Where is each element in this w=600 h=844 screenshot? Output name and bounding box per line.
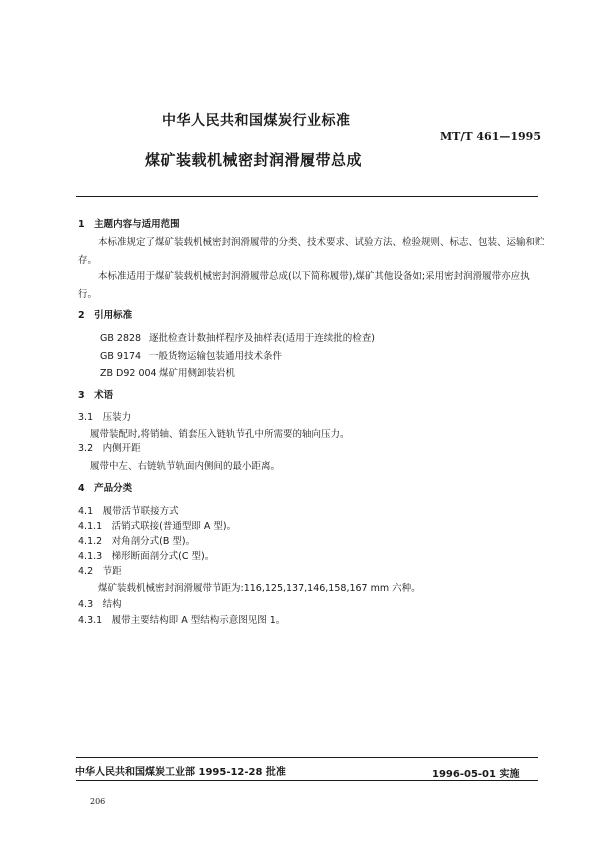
reference-row bbox=[100, 330, 375, 344]
clause-4-3: 4.3 结构 bbox=[78, 599, 122, 610]
clause-4-1: 4.1 履带活节联接方式 bbox=[78, 506, 179, 517]
section-3-heading: 3 术语 bbox=[78, 390, 114, 401]
clause-4-2-text: 煤矿装载机械密封润滑履带节距为:116,125,137,146,158,167 mm 六种。 bbox=[98, 583, 421, 594]
clause-4-1-1: 4.1.1 活销式联接(普通型即 A 型)。 bbox=[78, 521, 237, 532]
term-3-2-heading: 3.2 内侧开距 bbox=[78, 443, 141, 454]
document-title: 煤矿装载机械密封润滑履带总成 bbox=[145, 151, 363, 169]
reference-code: GB 2828 bbox=[100, 333, 142, 344]
reference-code: GB 9174 bbox=[100, 351, 142, 362]
section-2-heading: 2 引用标准 bbox=[78, 310, 133, 321]
footer-rule bbox=[76, 780, 538, 781]
bottom-rule bbox=[76, 757, 538, 758]
section-1-paragraph-2: 本标准适用于煤矿装载机械密封润滑履带总成(以下简称履带),煤矿其他设备如;采用密封润滑履带亦应执行。 bbox=[78, 271, 530, 300]
section-4-heading: 4 产品分类 bbox=[78, 483, 133, 494]
clause-4-1-3: 4.1.3 梯形断面剖分式(C 型)。 bbox=[78, 551, 215, 562]
reference-title: 逐批检查计数抽样程序及抽样表(适用于连续批的检查) bbox=[149, 333, 375, 344]
approval-line: 中华人民共和国煤炭工业部 1995-12-28 批准 bbox=[75, 767, 286, 778]
clause-4-2: 4.2 节距 bbox=[78, 566, 122, 577]
clause-4-1-2: 4.1.2 对角剖分式(B 型)。 bbox=[78, 536, 196, 547]
reference-row bbox=[100, 348, 282, 362]
section-1-paragraph-1: 本标准规定了煤矿装载机械密封润滑履带的分类、技术要求、试验方法、检验规则、标志、包装、运输和贮存。 bbox=[78, 237, 545, 266]
effective-date: 1996-05-01 实施 bbox=[432, 769, 520, 780]
reference-code: ZB D92 004 bbox=[100, 368, 157, 379]
term-3-1-definition: 履带装配时,将销轴、销套压入链轨节孔中所需要的轴向压力。 bbox=[90, 429, 350, 440]
standard-code: MT/T 461—1995 bbox=[440, 130, 541, 143]
reference-row bbox=[100, 365, 235, 379]
term-3-1-heading: 3.1 压装力 bbox=[78, 412, 132, 423]
section-1-heading: 1 主题内容与适用范围 bbox=[78, 219, 180, 230]
page-number: 206 bbox=[90, 797, 106, 806]
top-rule bbox=[76, 196, 538, 197]
org-standard-heading: 中华人民共和国煤炭行业标准 bbox=[162, 113, 351, 129]
clause-4-3-1: 4.3.1 履带主要结构即 A 型结构示意图见图 1。 bbox=[78, 615, 286, 626]
reference-title: 煤矿用侧卸装岩机 bbox=[159, 368, 236, 379]
term-3-2-definition: 履带中左、右链轨节轨面内侧间的最小距离。 bbox=[90, 461, 281, 472]
reference-title: 一般货物运输包装通用技术条件 bbox=[149, 351, 283, 362]
